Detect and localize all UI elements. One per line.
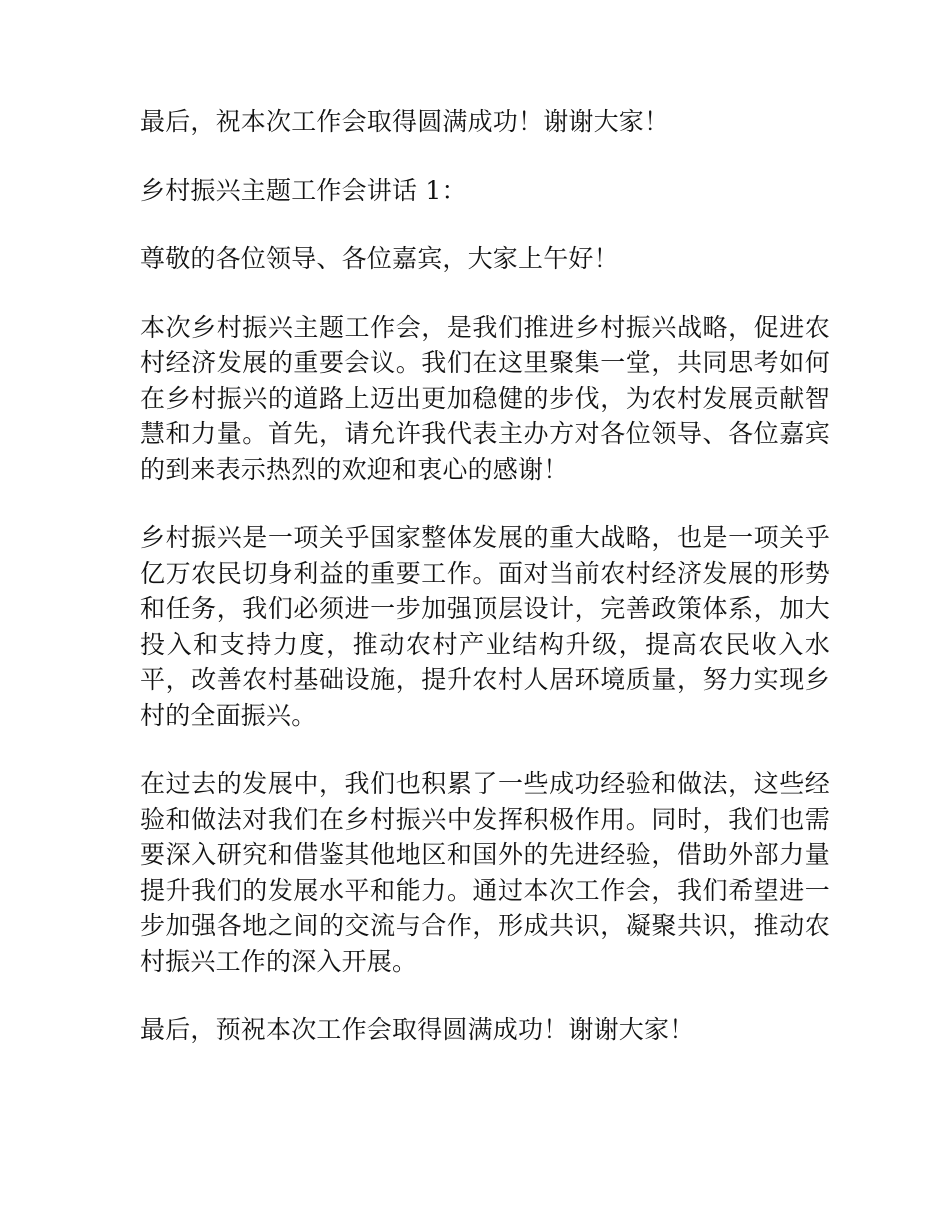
- speech-heading: 乡村振兴主题工作会讲话 1：: [140, 175, 467, 205]
- document-body: [140, 104, 830, 1081]
- paragraph-experience: 在过去的发展中，我们也积累了一些成功经验和做法，这些经验和做法对我们在乡村振兴中发挥积极作用。同时，我们也需要深入研究和借鉴其他地区和国外的先进经验，借助外部力量提升我们的发展水平和能力。通过本次工作会，我们希望进一步加强各地之间的交流与合作，形成共识，凝聚共识，推动农村振兴工作的深入开展。: [140, 769, 830, 976]
- paragraph-introduction: 本次乡村振兴主题工作会，是我们推进乡村振兴战略，促进农村经济发展的重要会议。我们在这里聚集一堂，共同思考如何在乡村振兴的道路上迈出更加稳健的步伐，为农村发展贡献智慧和力量。首先，请允许我代表主办方对各位领导、各位嘉宾的到来表示热烈的欢迎和衷心的感谢！: [140, 312, 830, 484]
- paragraph-strategy: 乡村振兴是一项关乎国家整体发展的重大战略，也是一项关乎亿万农民切身利益的重要工作。面对当前农村经济发展的形势和任务，我们必须进一步加强顶层设计，完善政策体系，加大投入和支持力度，推动农村产业结构升级，提高农民收入水平，改善农村基础设施，提升农村人居环境质量，努力实现乡村的全面振兴。: [140, 523, 830, 730]
- closing-remark: 最后，预祝本次工作会取得圆满成功！谢谢大家！: [140, 1015, 695, 1044]
- salutation: 尊敬的各位领导、各位嘉宾，大家上午好！: [140, 244, 619, 273]
- closing-remark-previous: 最后，祝本次工作会取得圆满成功！谢谢大家！: [140, 107, 670, 136]
